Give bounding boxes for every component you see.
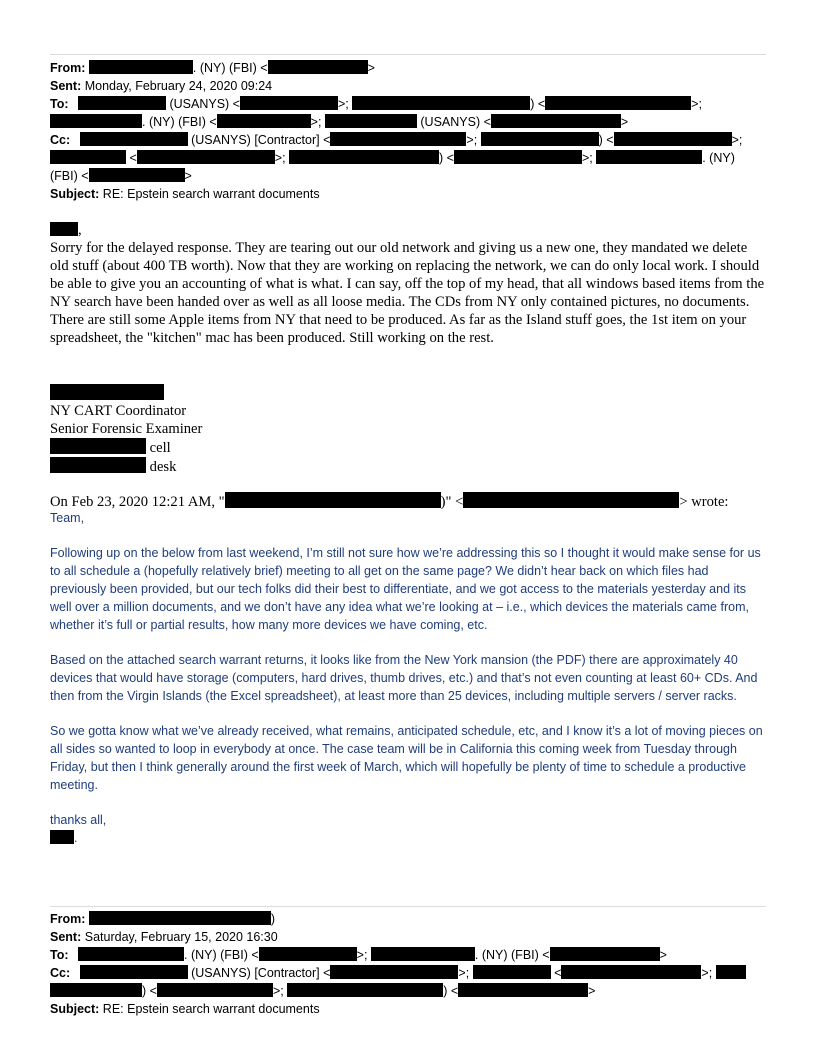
cc-text: > [184, 169, 192, 183]
redaction [473, 965, 551, 979]
email-header [50, 59, 766, 203]
from-line [50, 910, 766, 928]
redaction [80, 965, 188, 979]
redaction [50, 983, 142, 997]
redaction [561, 965, 701, 979]
cc-text: > [588, 984, 596, 998]
attribution-text: On Feb 23, 2020 12:21 AM, " [50, 494, 225, 510]
redaction [463, 492, 679, 508]
desk-label: desk [149, 459, 177, 475]
redaction [157, 983, 273, 997]
to-text: (USANYS) < [166, 97, 240, 111]
redaction [50, 457, 146, 473]
cell-label: cell [149, 440, 171, 456]
redaction [454, 150, 582, 164]
redaction [217, 114, 311, 128]
to-text: ) < [530, 97, 546, 111]
closing-text: . [74, 831, 78, 845]
cc-line-cont [50, 167, 766, 185]
to-label: To: [50, 948, 69, 962]
redaction [330, 965, 458, 979]
cc-label: Cc: [50, 133, 71, 147]
header-divider [50, 54, 766, 55]
signature [50, 384, 766, 476]
from-label: From: [50, 912, 86, 926]
redaction [550, 947, 660, 961]
signature-role: Senior Forensic Examiner [50, 421, 203, 437]
cc-text: ) < [443, 984, 459, 998]
sent-label: Sent: [50, 79, 82, 93]
to-line [50, 95, 766, 113]
to-text: >; [691, 97, 702, 111]
quoted-message [50, 509, 766, 847]
subject-line [50, 185, 766, 203]
cc-text: < [550, 966, 562, 980]
cc-text: >; [701, 966, 716, 980]
redaction [78, 96, 166, 110]
redaction [89, 60, 193, 74]
cc-text: >; [581, 151, 597, 165]
cc-text: ) < [598, 133, 614, 147]
redaction [78, 947, 184, 961]
quoted-paragraph: Based on the attached search warrant returns, it looks like from the New York mansion (the PDF) there are approximately 40 devices that would have storage (computers, hard drives, thumb drives, etc.) and that’s not even counting at least 60+ CDs. And then from the Virgin Islands (the Excel spreadsheet), at least more than 25 devices, including multiple servers / server racks. [50, 653, 758, 703]
redaction [50, 830, 74, 844]
cc-text: (FBI) < [50, 169, 89, 183]
redaction [325, 114, 417, 128]
to-text: > [659, 948, 667, 962]
to-text: (USANYS) < [416, 115, 491, 129]
subject-text: RE: Epstein search warrant documents [102, 187, 320, 201]
to-line-cont [50, 113, 766, 131]
signature-cell [50, 438, 766, 457]
sent-date: Saturday, February 15, 2020 16:30 [84, 930, 278, 944]
quoted-paragraph: So we gotta know what we’ve already received, what remains, anticipated schedule, etc, and I know it’s a lot of moving pieces on all sides so wanted to loop in everybody at once. The case team will be in California this coming week from Tuesday through Friday, but then I think generally around the first week of March, which will hopefully be plenty of time to schedule a productive meeting. [50, 724, 763, 792]
redaction [458, 983, 588, 997]
quoted-paragraph: Following up on the below from last weekend, I’m still not sure how we’re addressing this so I thought it would make sense for us to all schedule a (hopefully relatively brief) meeting to all get on the same page? We didn’t hear back on which files had previously been provided, but our tech folks did their best to differentiate, and we got access to the materials yesterday and its well over a million documents, and we don’t have any idea what we’re looking at – i.e., which devices the materials came from, whether it’s full or partial results, how many more devices we have coming, etc. [50, 546, 761, 632]
cc-line-cont [50, 982, 766, 1000]
from-label: From: [50, 61, 86, 75]
subject-line [50, 1000, 766, 1018]
redaction [614, 132, 732, 146]
subject-label: Subject: [50, 187, 100, 201]
greeting [50, 221, 766, 239]
redaction [491, 114, 621, 128]
sent-line [50, 77, 766, 95]
to-text: >; [356, 948, 371, 962]
redaction [89, 168, 185, 182]
reply-paragraph: Sorry for the delayed response. They are tearing out our old network and giving us a new one, they mandated we delete old stuff (about 400 TB worth). Now that they are working on replacing the network, we can do only local work. I should be able to give you an accounting of what is what. I can say, off the top of my head, that all windows based items from the NY search have been handed over as well as all loose media. The CDs from NY only contained pictures, no documents. There are still some Apple items from NY that need to be produced. As far as the Island stuff goes, the 1st item on your spreadsheet, the "kitchen" mac has been produced. Still working on the rest. [50, 240, 765, 346]
redaction [289, 150, 439, 164]
salutation: Team, [50, 511, 85, 525]
redaction [330, 132, 466, 146]
cc-text: (USANYS) [Contractor] < [187, 133, 331, 147]
cc-line [50, 131, 766, 149]
to-line [50, 946, 766, 964]
to-text: . (NY) (FBI) < [474, 948, 550, 962]
greeting-text: , [78, 222, 82, 238]
redaction [50, 222, 78, 236]
to-text: > [620, 115, 629, 129]
redaction [268, 60, 368, 74]
cc-text: >; [458, 966, 473, 980]
redaction [371, 947, 475, 961]
cc-line-cont [50, 149, 766, 167]
cc-text: (USANYS) [Contractor] < [187, 966, 331, 980]
to-text: . (NY) (FBI) < [184, 948, 259, 962]
from-text: . (NY) (FBI) < [192, 61, 268, 75]
redaction [50, 114, 142, 128]
reply-body [50, 221, 766, 347]
cc-line [50, 964, 766, 982]
from-line [50, 59, 766, 77]
sent-line [50, 928, 766, 946]
cc-text: >; [272, 984, 288, 998]
to-text: >; [337, 97, 353, 111]
cc-text: < [126, 151, 137, 165]
sent-label: Sent: [50, 930, 82, 944]
signature-desk [50, 457, 766, 476]
email-header [50, 910, 766, 1018]
to-text: >; [310, 115, 325, 129]
redaction [716, 965, 746, 979]
subject-label: Subject: [50, 1002, 100, 1016]
attribution-text: )" < [440, 494, 464, 510]
redaction [50, 150, 126, 164]
cc-text: ) < [142, 984, 157, 998]
signature-title: NY CART Coordinator [50, 403, 187, 419]
redaction [481, 132, 599, 146]
cc-text: >; [466, 133, 481, 147]
redaction [352, 96, 530, 110]
from-text: ) [270, 912, 276, 926]
from-text: > [367, 61, 375, 75]
redaction [80, 132, 188, 146]
to-label: To: [50, 97, 69, 111]
cc-text: . (NY) [702, 151, 735, 165]
redaction [137, 150, 275, 164]
closing-signature [50, 829, 766, 847]
redaction [50, 438, 146, 454]
attribution-text: > wrote: [679, 494, 729, 510]
redaction [287, 983, 443, 997]
header-divider [50, 906, 766, 907]
subject-text: RE: Epstein search warrant documents [102, 1002, 320, 1016]
cc-text: >; [274, 151, 290, 165]
redaction [89, 911, 271, 925]
to-text: . (NY) (FBI) < [142, 115, 217, 129]
sent-date: Monday, February 24, 2020 09:24 [84, 79, 273, 93]
redaction [259, 947, 357, 961]
redaction [225, 492, 441, 508]
redaction [545, 96, 691, 110]
redaction [596, 150, 702, 164]
closing: thanks all, [50, 813, 107, 827]
cc-text: ) < [439, 151, 454, 165]
cc-label: Cc: [50, 966, 71, 980]
redaction [50, 384, 164, 400]
cc-text: >; [731, 133, 743, 147]
redaction [240, 96, 338, 110]
